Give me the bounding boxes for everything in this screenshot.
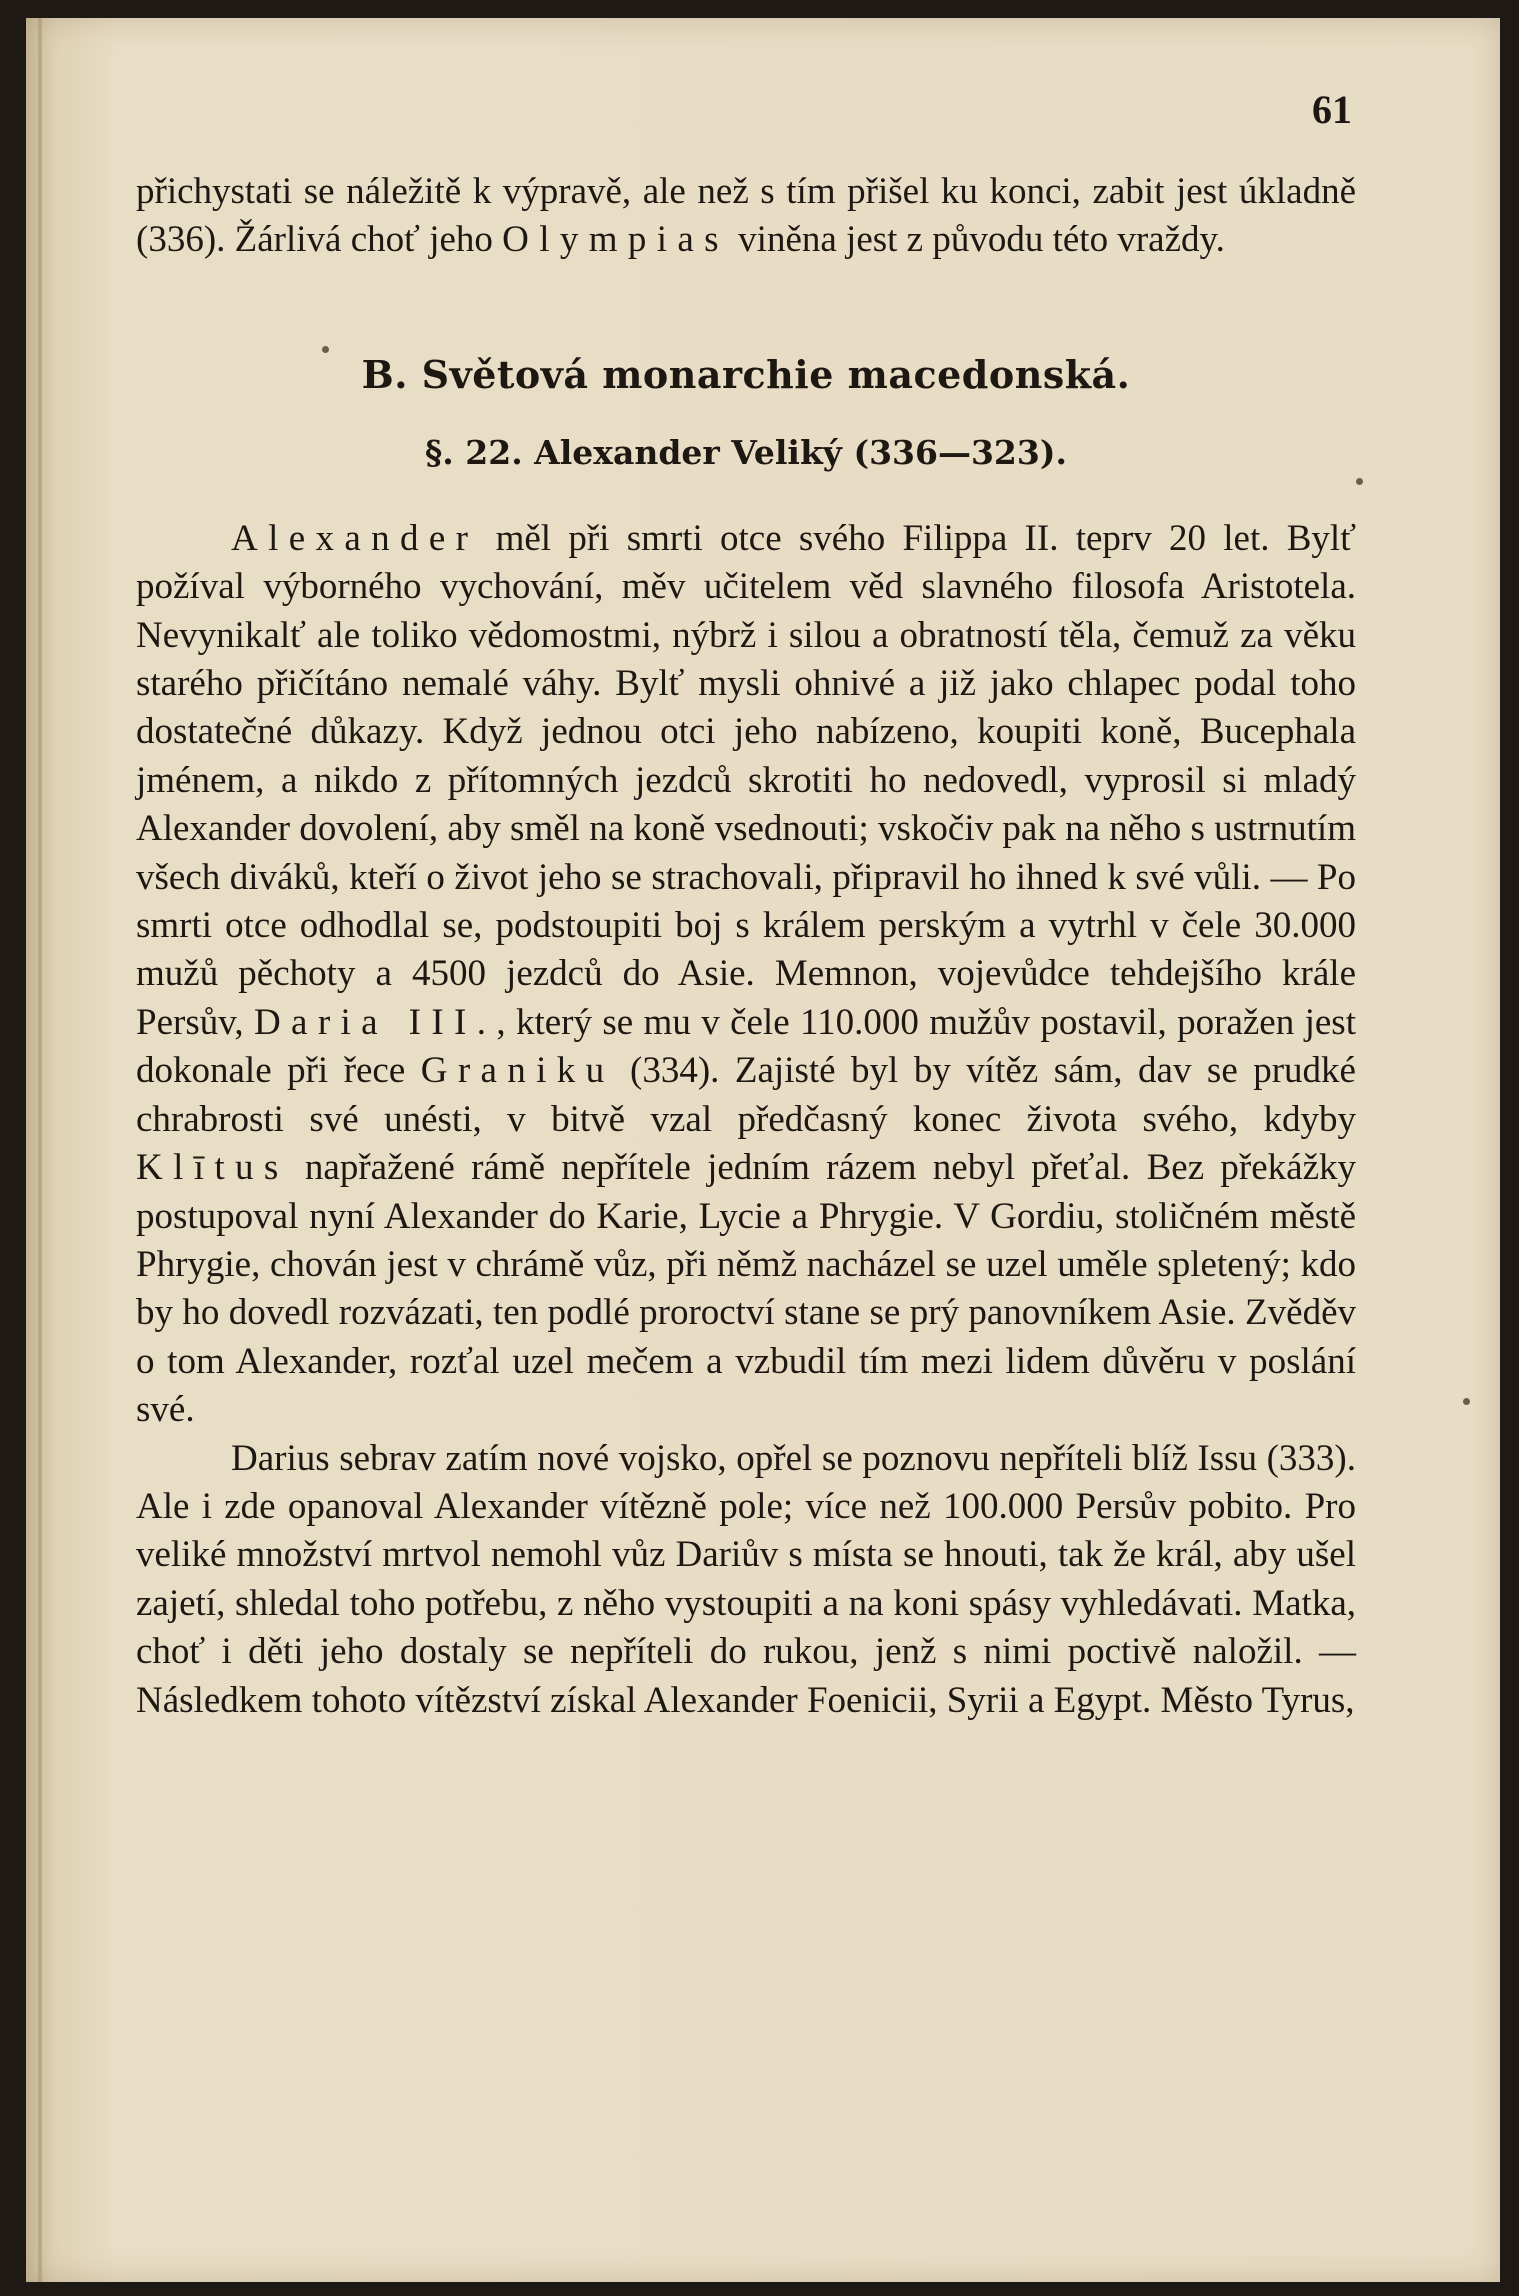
paragraph-text: měl při smrti otce svého Filippa II. teprv 20 let. Bylť požíval výborného vychování, měv učitelem věd slavného filosofa Aristotela. Nevynikalť ale toliko vědomostmi, nýbrž i silou a obratností těla, čemuž za věku starého přičítáno nemalé váhy. Bylť mysli ohnivé a již jako chlapec podal toho dostatečné důkazy. Když jednou otci jeho nabízeno, koupiti koně, Bucephala jménem, a nikdo z přítomných jezdců skrotiti ho nedovedl, vyprosil si mladý Alexander dovolení, aby směl na koně vsednouti; vskočiv pak na něho s ustrnutím všech diváků, kteří o život jeho se strachovali, připravil ho ihned k své vůli. — Po smrti otce odhodlal se, podstoupiti boj s králem perským a vytrhl v čele 30.000 mužů pěchoty a 4500 jezdců do Asie. Memnon, vojevůdce tehdejšího krále Persův, — [136, 517, 1356, 1043]
intro-line-1: přichystati se náležitě k výpravě, ale než s tím přišel ku konci, — [136, 171, 1081, 212]
page-content — [136, 168, 1356, 1725]
page-number: 61 — [1312, 87, 1352, 132]
ink-speck — [1463, 1398, 1470, 1405]
paragraph-text: , který se mu v čele 110.000 mužův postavil, poražen jest dokonale při řece — [136, 1001, 1356, 1092]
paragraph-alexander — [136, 515, 1356, 1435]
name-granik: Graniku — [420, 1050, 615, 1092]
name-klitus: Klītus — [136, 1147, 289, 1189]
ink-speck — [1356, 478, 1363, 485]
paragraph-text: (334). Zajisté byl by vítěz sám, dav se prudké chrabrosti své unésti, v bitvě vzal předčasný konec života svého, kdyby — [136, 1050, 1356, 1140]
name-alexander: Alexander — [231, 517, 479, 559]
book-page — [26, 18, 1500, 2282]
intro-line-2-end: viněna — [728, 219, 837, 261]
subsection-heading: §. 22. Alexander Veliký (336—323). — [425, 432, 1067, 472]
name-olympias: Olympias — [502, 219, 729, 261]
intro-line-3: jest z původu této vraždy. — [846, 219, 1225, 261]
intro-paragraph — [136, 168, 1356, 265]
name-daria: Daria III. — [253, 1001, 497, 1043]
section-heading: B. Světová monarchie macedonská. — [361, 351, 1131, 397]
intro-line-2: zabit jest úkladně (336). Žárlivá choť jeho — [136, 171, 1357, 261]
paragraph-darius: Darius sebrav zatím nové vojsko, opřel se poznovu nepříteli blíž Issu (333). Ale i zde opanoval Alexander vítězně pole; více než 100.000 Persův pobito. Pro veliké množství mrtvol nemohl vůz Dariův s místa se hnouti, tak že král, aby ušel zajetí, shledal toho potřebu, z něho vystoupiti a na koni spásy vyhledávati. Matka, choť i děti jeho dostaly se nepříteli do rukou, jenž s nimi poctivě naložil. — Následkem tohoto vítězství získal Alexander Foenicii, Syrii a Egypt. Město Tyrus, — [136, 1437, 1356, 1721]
page-gutter — [38, 18, 42, 2282]
paragraph-text: napřažené rámě nepřítele jedním rázem nebyl přeťal. Bez překážky postupoval nyní Alexander do Karie, Lycie a Phrygie. V Gordiu, stoličném městě Phrygie, chován jest v chrámě vůz, při němž nacházel se uzel uměle spletený; kdo by ho dovedl rozvázati, ten podlé proroctví stane se prý panovníkem Asie. Zvěděv o tom Alexander, rozťal uzel mečem a vzbudil tím mezi lidem důvěru v poslání své. — [136, 1147, 1356, 1431]
